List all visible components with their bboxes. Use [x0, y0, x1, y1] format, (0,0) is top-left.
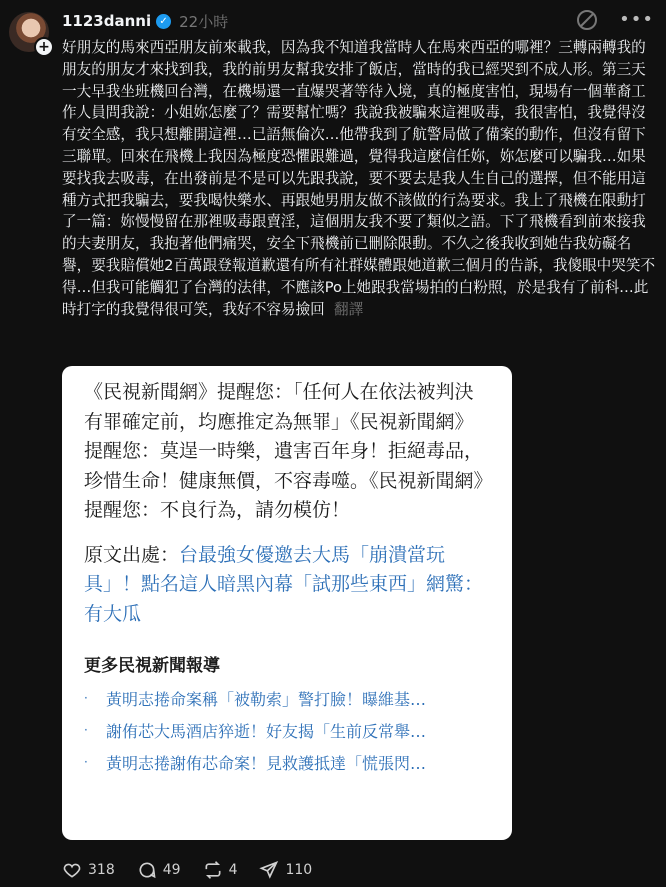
- repost-count: 4: [228, 862, 238, 878]
- share-button[interactable]: [259, 860, 312, 880]
- source-label: 原文出處：: [84, 543, 180, 566]
- card-notice: 《民視新聞網》提醒您：「任何人在依法被判決有罪確定前，均應推定為無罪」《民視新聞網》提醒您：莫逞一時樂，遺害百年身！拒絕毒品，珍惜生命！健康無價，不容毒噬。《民視新聞網》提醒您：不良行為，請勿模仿！: [84, 381, 484, 521]
- source-link[interactable]: 台最強女優邀去大馬「崩潰當玩具」！點名這人暗黑內幕「試那些東西」網驚：有大瓜: [84, 543, 484, 625]
- hide-icon[interactable]: [577, 10, 597, 30]
- related-news-item[interactable]: [84, 682, 490, 714]
- card-source: [84, 541, 490, 630]
- related-news-list: [84, 682, 490, 778]
- post-actions: [62, 860, 312, 880]
- related-news-item[interactable]: [84, 746, 490, 778]
- embedded-news-card: [62, 366, 512, 840]
- post-text: 好朋友的馬來西亞朋友前來載我，因為我不知道我當時人在馬來西亞的哪裡？三轉兩轉我的朋友的朋友才來找到我，我的前男友幫我安排了飯店，當時的我已經哭到不成人形。第三天一大早我坐班機回台灣，在機場還一直爆哭著等待入境，真的極度害怕，現場有一個華裔工作人員問我說：小姐妳怎麼了？需要幫忙嗎？我說我被騙來這裡吸毒，我很害怕，我覺得沒有安全感，我只想離開這裡…已語無倫次…他帶我到了航警局做了備案的動作，但沒有留下三聯單。回來在飛機上我因為極度恐懼跟難過，覺得我這麼信任妳，妳怎麼可以騙我…如果要找我去吸毒，在出發前是不是可以先跟我說，要不要去是我人生自己的選擇，但不能用這種方式把我騙去，要我喝快樂水、再跟她男朋友做不該做的行為要求。我上了飛機在限動打了一篇：妳慢慢留在那裡吸毒跟賣淫，這個朋友我不要了類似之語。下了飛機看到前來接我的夫妻朋友，我抱著他們痛哭，安全下飛機前已刪除限動。不久之後我收到她告我妨礙名譽，要我賠償她2百萬跟登報道歉還有所有社群媒體跟她道歉三個月的告訴，我傻眼中哭笑不得…但我可能觸犯了台灣的法律，不應該Po上她跟我當場拍的白粉照，於是我有了前科…此時打字的我覺得很可笑，我好不容易撿回: [62, 39, 656, 318]
- comment-icon: [137, 860, 157, 880]
- related-news-link[interactable]: 黃明志捲謝侑芯命案！見救護抵達「慌張閃…: [106, 753, 427, 773]
- heart-icon: [62, 860, 82, 880]
- comment-count: 49: [162, 862, 181, 878]
- verified-badge-icon: ✓: [156, 14, 171, 29]
- bullet-icon: ·: [84, 723, 88, 737]
- related-news-link[interactable]: 黃明志捲命案稱「被勒索」警打臉！曝維基…: [106, 689, 427, 709]
- more-news-title: 更多民視新聞報導: [84, 656, 220, 676]
- related-news-item[interactable]: [84, 714, 490, 746]
- translate-link[interactable]: 翻譯: [333, 300, 364, 318]
- post-top-icons: [577, 10, 654, 30]
- bullet-icon: ·: [84, 755, 88, 769]
- post-header: [62, 10, 228, 32]
- like-count: 318: [88, 862, 115, 878]
- username[interactable]: 1123danni: [62, 12, 152, 30]
- bullet-icon: ·: [84, 691, 88, 705]
- related-news-link[interactable]: 謝侑芯大馬酒店猝逝！好友揭「生前反常舉…: [106, 721, 427, 741]
- repost-button[interactable]: [203, 860, 238, 880]
- post-body: [62, 37, 658, 320]
- post-time[interactable]: 22小時: [179, 12, 229, 31]
- comment-button[interactable]: [137, 860, 181, 880]
- send-icon: [259, 860, 279, 880]
- share-count: 110: [285, 862, 313, 878]
- more-options-icon[interactable]: •••: [619, 9, 654, 30]
- like-button[interactable]: [62, 860, 115, 880]
- follow-plus-icon[interactable]: +: [34, 37, 54, 57]
- repost-icon: [203, 860, 223, 880]
